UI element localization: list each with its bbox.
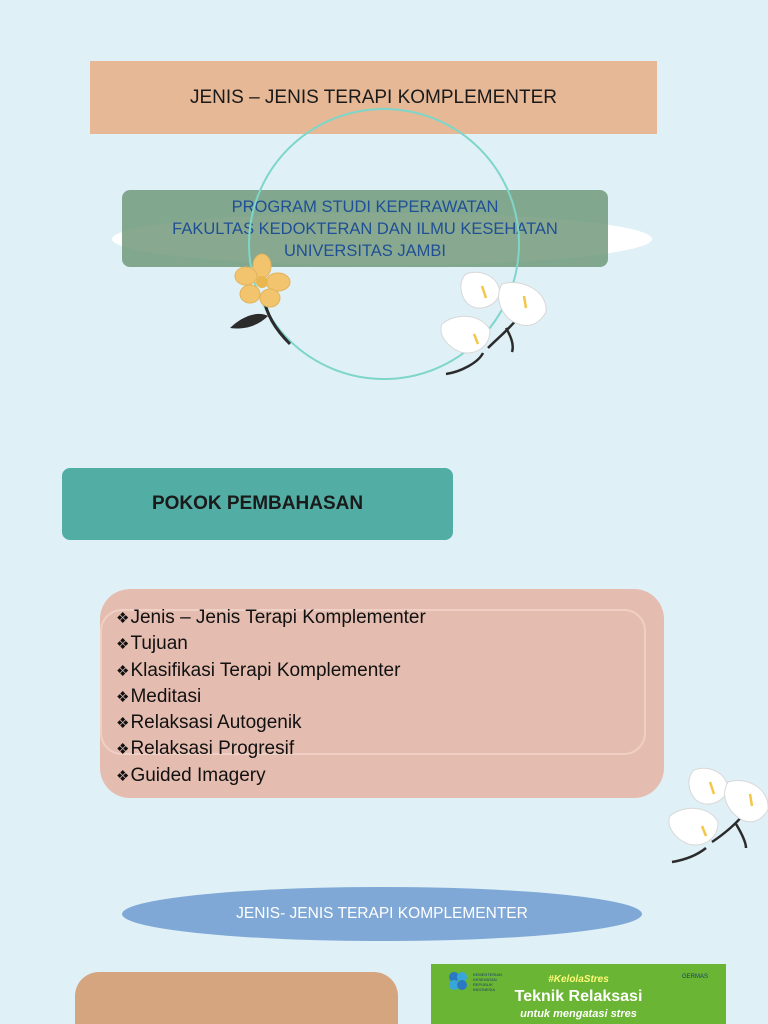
list-item: ❖ Jenis – Jenis Terapi Komplementer <box>116 605 426 631</box>
white-lily-icon <box>438 268 553 383</box>
yellow-flower-icon <box>222 248 302 348</box>
topics-heading-box <box>62 468 453 540</box>
program-line-3: UNIVERSITAS JAMBI <box>284 241 446 260</box>
content-box-brown <box>75 972 398 1024</box>
section-title-oval <box>122 887 642 941</box>
relaxation-banner-image <box>431 964 726 1024</box>
program-line-2: FAKULTAS KEDOKTERAN DAN ILMU KESEHATAN <box>172 219 558 238</box>
list-item: ❖ Klasifikasi Terapi Komplementer <box>116 658 426 684</box>
kemenkes-logo-text: KEMENTERIAN KESEHATAN REPUBLIK INDONESIA <box>473 972 502 992</box>
list-item: ❖ Relaksasi Autogenik <box>116 710 426 736</box>
section-title: JENIS- JENIS TERAPI KOMPLEMENTER <box>236 905 528 922</box>
page-title: JENIS – JENIS TERAPI KOMPLEMENTER <box>189 86 558 108</box>
program-line-1: PROGRAM STUDI KEPERAWATAN <box>231 197 499 216</box>
banner-hashtag: #KelolaStres <box>548 974 609 985</box>
list-item: ❖ Tujuan <box>116 631 426 657</box>
banner-title: Teknik Relaksasi <box>514 988 643 1005</box>
list-item: ❖ Relaksasi Progresif <box>116 736 426 762</box>
list-item: ❖ Guided Imagery <box>116 763 426 789</box>
topics-list-box <box>100 589 664 798</box>
list-item: ❖ Meditasi <box>116 684 426 710</box>
banner-subtitle: untuk mengatasi stres <box>520 1008 637 1020</box>
germas-logo: GERMAS <box>681 974 708 980</box>
topics-list <box>116 605 426 789</box>
white-lily-icon <box>666 764 768 864</box>
topics-heading: POKOK PEMBAHASAN <box>151 493 364 514</box>
